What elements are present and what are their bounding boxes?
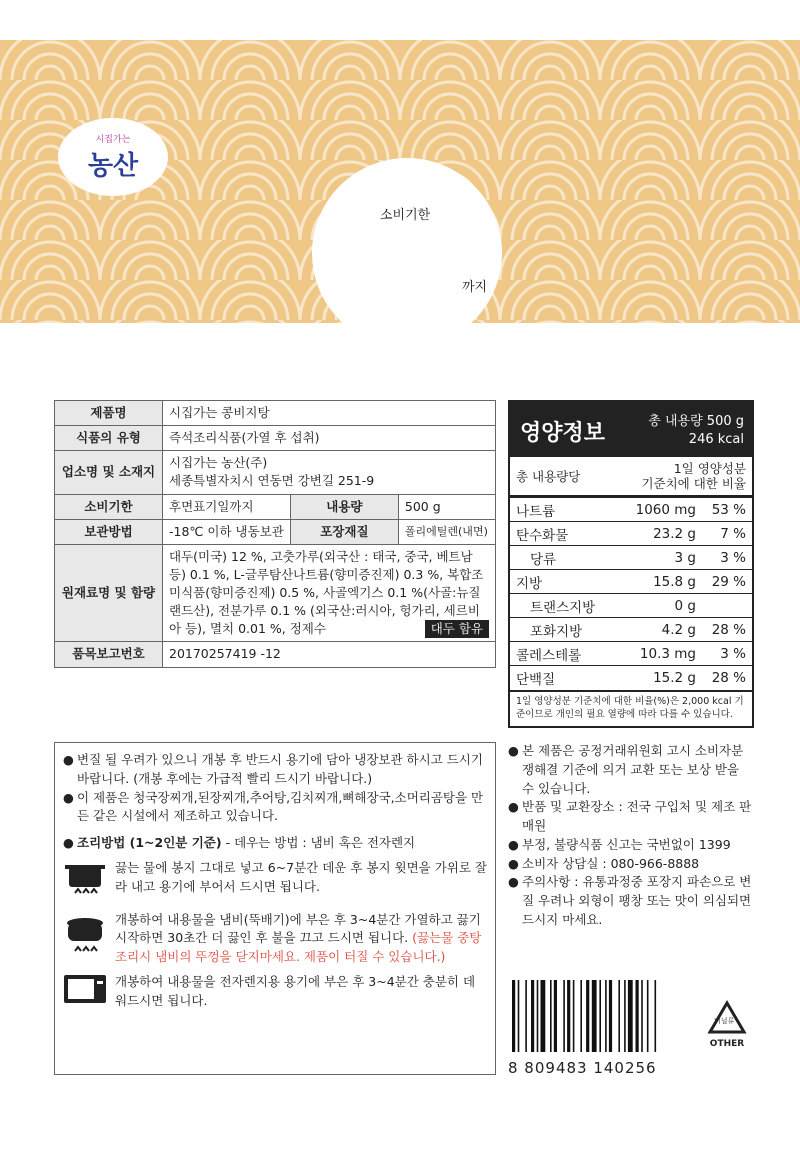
food-type-header: 식품의 유형	[55, 426, 163, 451]
nutrient-pct: 7 %	[720, 525, 746, 542]
recycle-mark	[702, 1000, 752, 1060]
expiry-value: 후면표기일까지	[163, 494, 291, 519]
step-pot: 개봉하여 내용물을 냄비(뚝배기)에 부은 후 3~4분간 가열하고 끓기 시작하면 30초간 더 끓인 후 불을 끄고 드시면 됩니다.	[115, 911, 481, 946]
nutrient-name: 콜레스테롤	[516, 647, 582, 664]
nutrition-row	[510, 618, 752, 642]
nutrient-name: 트랜스지방	[530, 599, 596, 616]
storage-header: 보관방법	[55, 519, 163, 544]
expiry-suffix: 까지	[462, 280, 488, 295]
ingredients-text: 대두(미국) 12 %, 고춧가루(외국산 : 태국, 중국, 베트남 등) 0.1 %, L-글루탐산나트륨(향미증진제) 0.3 %, 복합조미식품(향미증진제) 0.5 %, 사골엑기스 0.1 %(사골:뉴질랜드산), 전분가루 0.1 % (외국산:러시아, 헝가리, 세르비아 등), 멸치 0.01 %, 정제수	[169, 548, 484, 637]
volume-value: 500 g	[398, 494, 495, 519]
bullet-icon: ●	[508, 799, 519, 815]
bullet-icon: ●	[63, 752, 74, 767]
notes-box	[54, 742, 496, 1075]
report-note: 부정, 불량식품 신고는 국번없이 1399	[522, 836, 731, 852]
nutrient-name: 탄수화물	[516, 527, 569, 544]
nutrition-row	[510, 666, 752, 690]
maker-name: 시집가는 농산(주)	[169, 455, 268, 471]
allergen-tag: 대두 함유	[425, 620, 489, 638]
nutrient-value: 15.8 g	[653, 573, 696, 590]
ingredients-header: 원재료명 및 함량	[55, 544, 163, 642]
nutrient-pct: 29 %	[711, 573, 746, 590]
bullet-icon: ●	[63, 835, 74, 850]
step-microwave: 개봉하여 내용물을 전자렌지용 용기에 부은 후 3~4분간 충분히 데워드시면 됩니다.	[115, 973, 476, 1008]
cook-title: 조리방법 (1~2인분 기준)	[77, 835, 222, 850]
ingredients-cell	[163, 544, 496, 642]
package-value: 폴리에틸렌(내면)	[398, 519, 495, 544]
maker-header: 업소명 및 소재지	[55, 451, 163, 494]
nutrition-kcal: 246 kcal	[688, 432, 744, 447]
note-storage: 변질 될 우려가 있으니 개봉 후 반드시 용기에 담아 냉장보관 하시고 드시기 바랍니다. (개봉 후에는 가급적 빨리 드시기 바랍니다.)	[77, 752, 483, 786]
brand-sub: 시집가는	[95, 135, 131, 145]
nutrient-pct: 28 %	[711, 621, 746, 638]
expiry-header: 소비기한	[55, 494, 163, 519]
product-name: 시집가는 콩비지탕	[163, 401, 496, 426]
nutrient-name: 단백질	[516, 672, 556, 688]
nutrition-row	[510, 570, 752, 594]
product-name-header: 제품명	[55, 401, 163, 426]
contact-note: 소비자 상담실 : 080-966-8888	[522, 855, 700, 871]
recycle-label: OTHER	[709, 1039, 745, 1049]
nutrient-value: 15.2 g	[653, 670, 696, 686]
food-type: 즉석조리식품(가열 후 섭취)	[163, 426, 496, 451]
nutrition-row	[510, 594, 752, 618]
bullet-icon: ●	[63, 789, 74, 805]
nutrient-name: 당류	[530, 551, 557, 568]
nutrient-value: 23.2 g	[653, 525, 696, 542]
return-note: 반품 및 교환장소 : 전국 구입처 및 제조 판매원	[522, 799, 752, 833]
nutrient-pct: 3 %	[720, 549, 746, 566]
barcode-bars	[508, 980, 698, 1055]
brand-logo	[58, 118, 168, 196]
report-header: 품목보고번호	[55, 642, 163, 667]
nutrient-pct: 53 %	[711, 501, 746, 518]
bullet-icon: ●	[508, 743, 519, 758]
boiling-pot-icon	[63, 859, 115, 905]
consumer-info	[508, 742, 754, 930]
nutrition-panel	[508, 400, 754, 728]
maker-cell	[163, 451, 496, 494]
microwave-icon	[63, 973, 115, 1013]
step-pot-warning: (끓는물 중탕조리시 냄비의 뚜껑을 닫지마세요. 제품이 터질 수 있습니다.)	[115, 930, 482, 964]
product-info-table	[54, 400, 496, 668]
nutrition-col-b2: 기준치에 대한 비율	[641, 476, 746, 491]
barcode-number: 8 809483 140256	[508, 1059, 657, 1077]
nutrient-pct: 3 %	[720, 645, 746, 662]
nutrition-row	[510, 498, 752, 522]
caution-note: 주의사항 : 유통과정중 포장지 파손으로 변질 우려나 외형이 팽창 또는 맛이 의심되면 드시지 마세요.	[522, 874, 752, 927]
cook-sub: - 데우는 방법 : 냄비 혹은 전자렌지	[221, 835, 416, 850]
nutrition-title: 영양정보	[520, 421, 606, 446]
nutrient-pct: 28 %	[711, 670, 746, 686]
report-number: 20170257419 -12	[163, 642, 496, 667]
nutrition-row	[510, 522, 752, 546]
nutrition-col-b1: 1일 영양성분	[673, 461, 746, 476]
expiry-circle	[312, 158, 502, 348]
nutrition-row	[510, 546, 752, 570]
nutrient-value: 1060 mg	[635, 501, 696, 518]
nutrition-total: 총 내용량 500 g	[648, 414, 744, 429]
package-header: 포장재질	[290, 519, 398, 544]
nutrient-name: 나트륨	[516, 503, 556, 520]
nutrient-name: 지방	[516, 575, 543, 592]
pot-icon	[63, 911, 115, 967]
nutrient-name: 포화지방	[530, 623, 583, 640]
nutrition-footnote: 1일 영양성분 기준치에 대한 비율(%)은 2,000 kcal 기준이므로 개인의 필요 열량에 따라 다를 수 있습니다.	[510, 690, 752, 726]
nutrient-value: 4.2 g	[661, 621, 696, 638]
consumer-note: 본 제품은 공정거래위원회 고시 소비자분쟁해결 기준에 의거 교환 또는 보상 받을 수 있습니다.	[522, 743, 744, 796]
note-facility: 이 제품은 청국장찌개,된장찌개,추어탕,김치찌개,뼈해장국,소머리곰탕을 만든 같은 시설에서 제조하고 있습니다.	[77, 789, 484, 824]
nutrient-value: 0 g	[674, 597, 696, 614]
nutrient-value: 10.3 mg	[639, 645, 696, 662]
maker-address: 세종특별자치시 연동면 강변길 251-9	[169, 473, 375, 489]
bullet-icon: ●	[508, 855, 519, 871]
expiry-label: 소비기한	[380, 208, 431, 223]
nutrition-col-a: 총 내용량당	[516, 469, 581, 484]
nutrient-value: 3 g	[674, 549, 696, 566]
step-boil: 끓는 물에 봉지 그대로 넣고 6~7분간 데운 후 봉지 윗면을 가위로 잘라 내고 용기에 부어서 드시면 됩니다.	[115, 859, 487, 894]
recycle-type: 비닐류	[714, 1017, 735, 1025]
storage-value: -18℃ 이하 냉동보관	[163, 519, 291, 544]
volume-header: 내용량	[290, 494, 398, 519]
barcode	[508, 980, 698, 1075]
nutrition-row	[510, 642, 752, 666]
bullet-icon: ●	[508, 874, 519, 890]
brand-name: 농산	[87, 151, 139, 181]
bullet-icon: ●	[508, 836, 519, 852]
